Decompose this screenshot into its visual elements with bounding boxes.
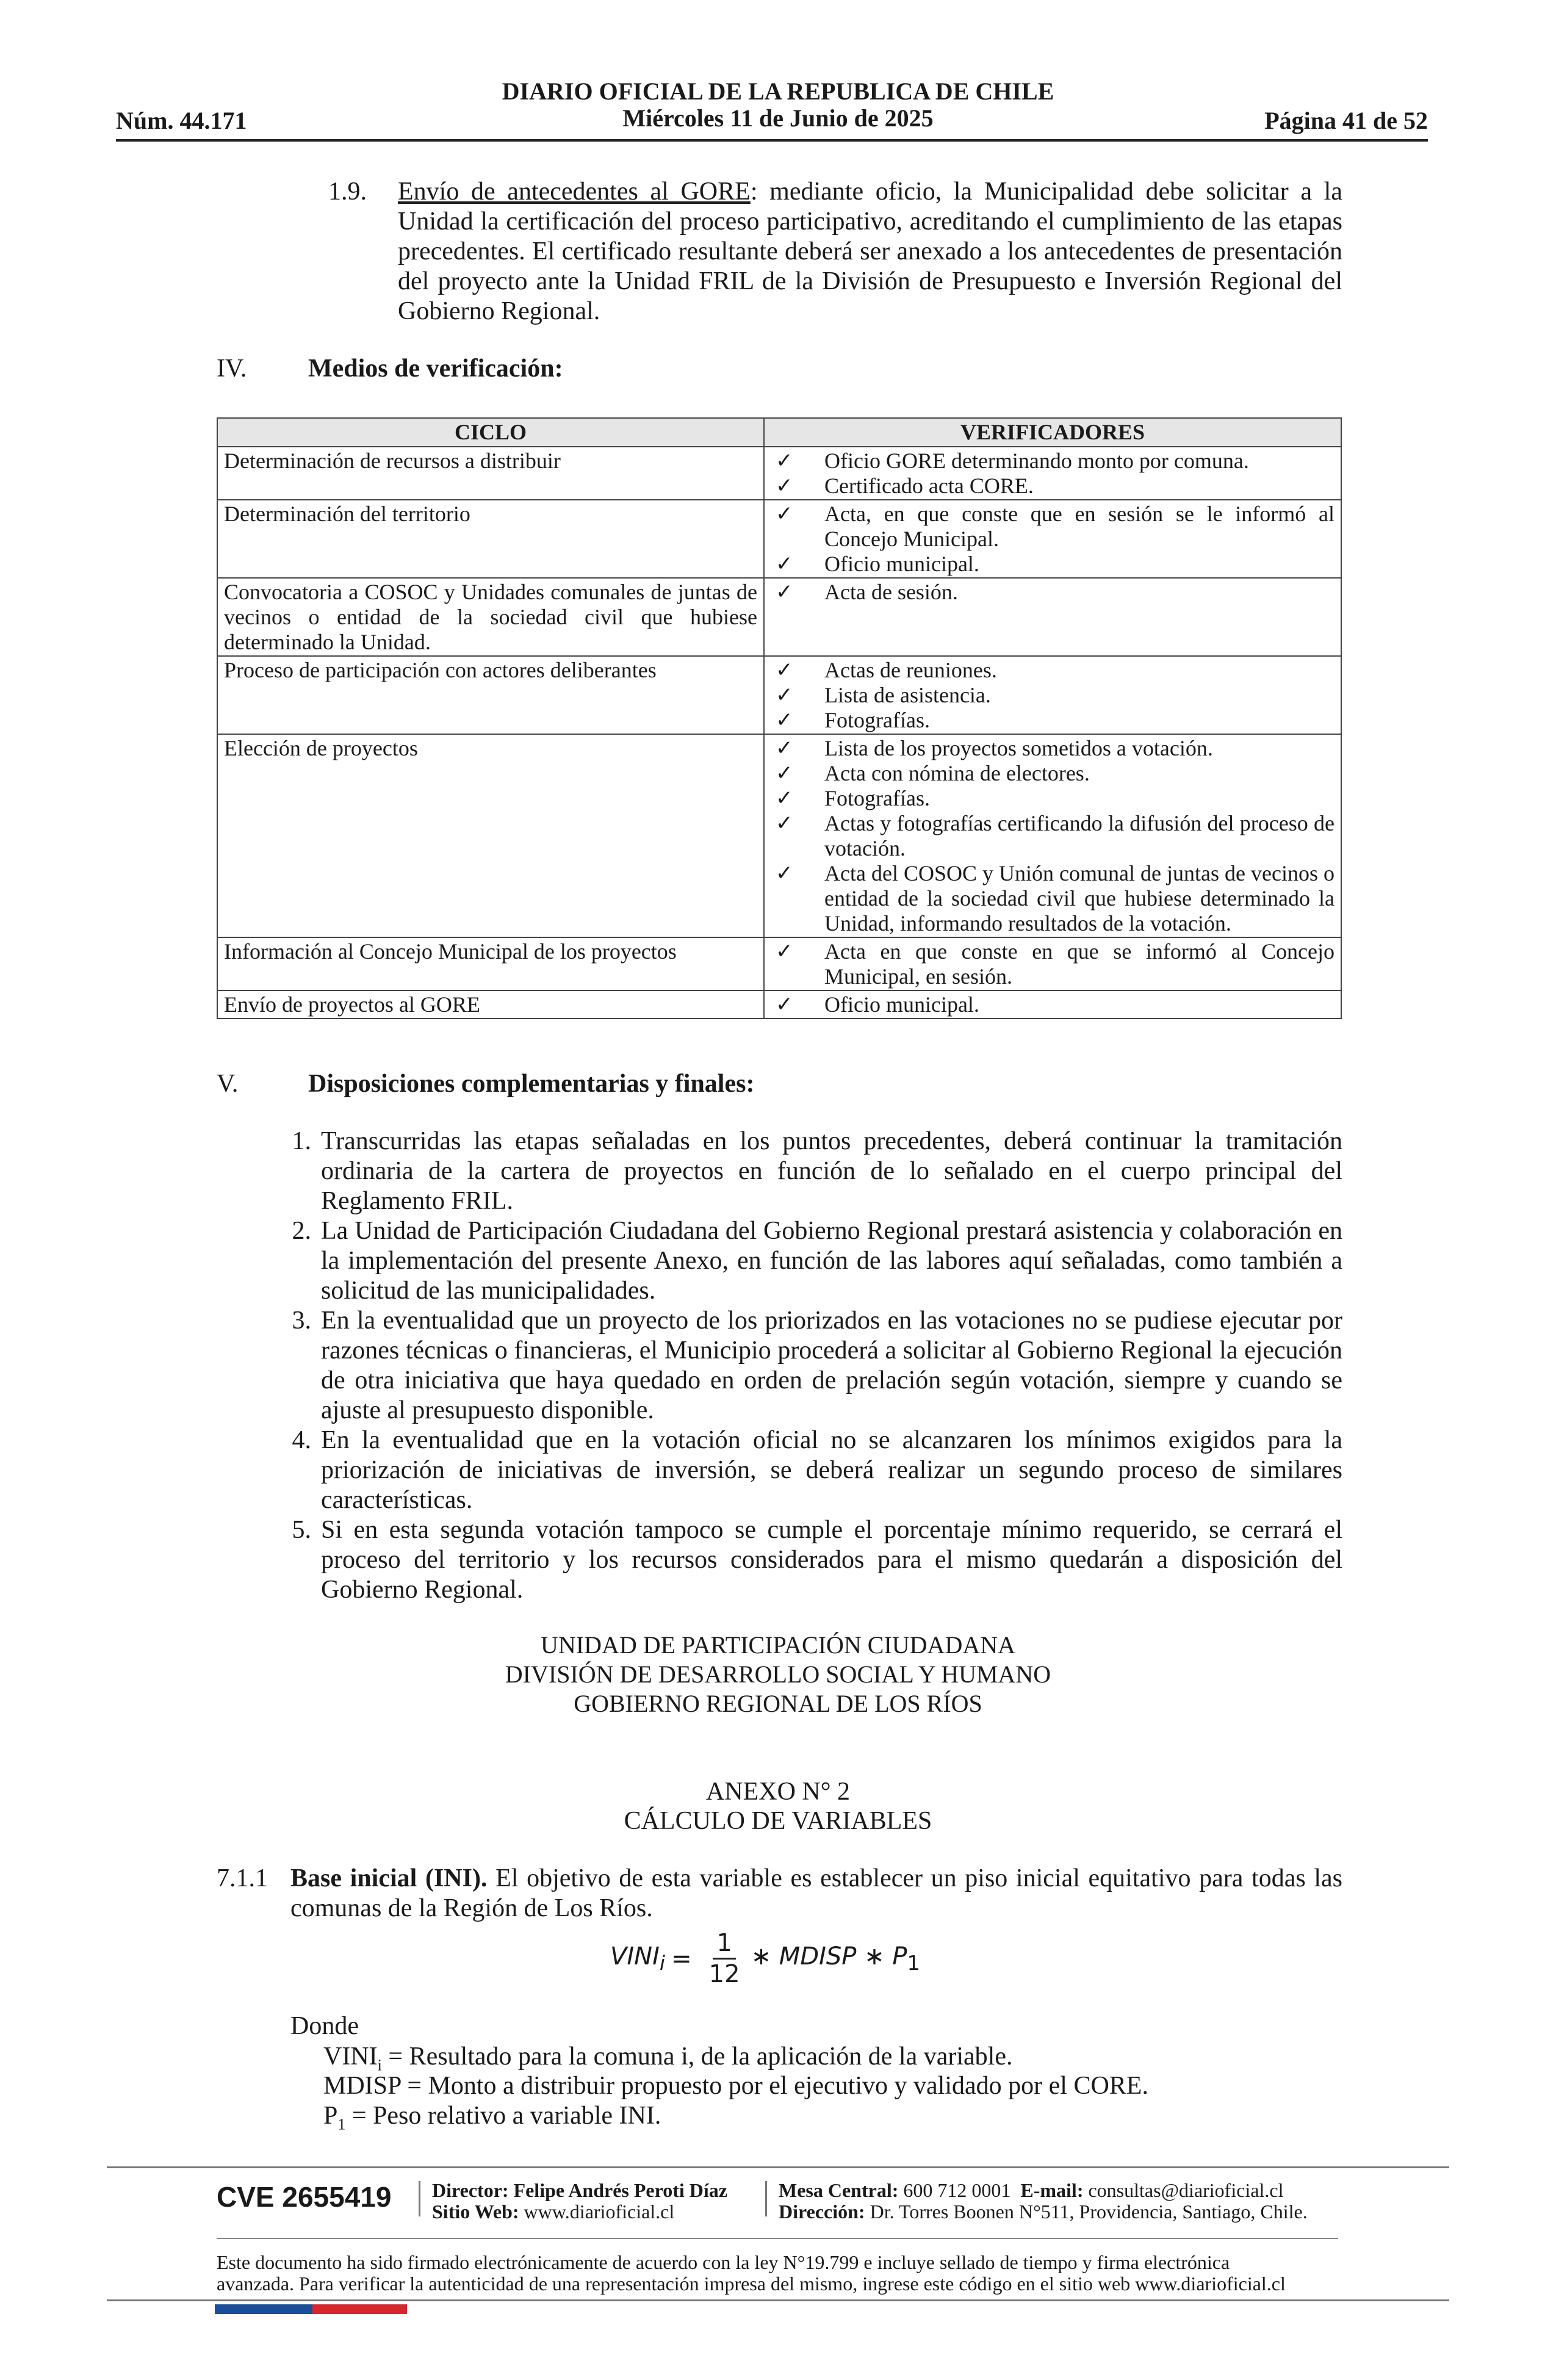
list-item-text: En la eventualidad que en la votación oficial no se alcanzaren los mínimos exigidos para la priorización de iniciativas de inversión, se deberá realizar un segundo proceso de similares características. [321,1426,1342,1514]
table-header-verificadores: VERIFICADORES [764,418,1341,447]
footer-director: Felipe Andrés Peroti Díaz [508,2179,727,2201]
formula-rhs-sub: 1 [907,1951,920,1975]
verificador-item [771,811,1334,861]
list-item-number: 4. [292,1426,311,1454]
checkmark-icon: ✓ [776,502,793,526]
item-1-9-paragraph [398,177,1342,326]
flag-stripe-red [312,2304,407,2314]
section-v-list [268,1127,1342,1605]
list-item-number: 2. [292,1217,311,1245]
item-7-1-1-paragraph [290,1864,1342,1924]
table-cell-ciclo: Envío de proyectos al GORE [217,990,764,1019]
verificador-item [771,736,1334,761]
footer-rule-middle [217,2238,1338,2239]
list-item-text: Si en esta segunda votación tampoco se cumple el porcentaje mínimo requerido, se cerrará el proceso del territorio y los recursos considerados para el mismo quedarán a disposición del Gobierno Regional. [321,1516,1342,1604]
signature-line-2: DIVISIÓN DE DESARROLLO SOCIAL Y HUMANO [505,1661,1051,1688]
list-item-number: 5. [292,1516,311,1544]
list-item [268,1426,1342,1515]
table-cell-verificadores [764,578,1341,656]
verificador-text: Actas de reuniones. [824,658,997,682]
verificador-item [771,992,1334,1017]
table-cell-ciclo: Proceso de participación con actores deliberantes [217,656,764,734]
verificador-item [771,449,1334,474]
item-1-9-text: : mediante oficio, la Municipalidad debe solicitar a la Unidad la certificación del proceso participativo, acreditando el cumplimiento de las etapas precedentes. El certificado resultante deberá ser anexado a los antecedentes de presentación del proyecto ante la Unidad FRIL de la División de Presupuesto e Inversión Regional del Gobierno Regional. [398,178,1342,325]
section-iv-number: IV. [217,355,247,383]
verificador-item [771,939,1334,989]
list-item-text: En la eventualidad que un proyecto de los priorizados en las votaciones no se pudiese ejecutar por razones técnicas o financieras, el Municipio procederá a solicitar al Gobierno Regional la ejecución de otra iniciativa que haya quedado en orden de prelación según votación, siempre y cuando se ajuste al presupuesto disponible. [321,1307,1342,1424]
table-row [217,937,1341,990]
footer-web-label: Sitio Web: [432,2201,519,2223]
flag-stripe-blue [215,2304,312,2314]
checkmark-icon: ✓ [776,786,793,810]
checkmark-icon: ✓ [776,708,793,732]
checkmark-icon: ✓ [776,861,793,885]
table-cell-ciclo: Determinación de recursos a distribuir [217,447,764,500]
verificador-text: Lista de los proyectos sometidos a votación. [824,736,1213,760]
table-row [217,990,1341,1019]
item-1-9-title: Envío de antecedentes al GORE [398,178,751,206]
verificador-item [771,474,1334,499]
header-page: Página 41 de 52 [1264,107,1428,134]
table-cell-verificadores [764,990,1341,1019]
footer-rule-top [107,2166,1449,2168]
footer-director-block [432,2180,727,2223]
table-cell-ciclo: Convocatoria a COSOC y Unidades comunales de juntas de vecinos o entidad de la sociedad civil que hubiese determinado la Unidad. [217,578,764,656]
formula-equals: = [671,1944,692,1973]
formula-numerator: 1 [713,1928,735,1960]
verification-table [217,417,1342,1019]
table-row [217,500,1341,578]
table-header-ciclo: CICLO [217,418,764,447]
checkmark-icon: ✓ [776,992,793,1017]
formula-denominator: 12 [708,1960,740,1988]
table-cell-verificadores [764,937,1341,990]
donde-def-1: $VINI_i$ = Resultado para la comuna i, de la aplicación de la variable. [323,2043,1013,2074]
checkmark-icon: ✓ [776,580,793,604]
verificador-item [771,658,1334,683]
annex-heading [0,1777,1556,1836]
verificador-item [771,761,1334,786]
footer-mesa: 600 712 0001 [898,2179,1011,2201]
annex-title: ANEXO N° 2 [705,1778,851,1806]
checkmark-icon: ✓ [776,939,793,964]
table-cell-ciclo: Determinación del territorio [217,500,764,578]
list-item-number: 1. [292,1127,311,1155]
section-v-title: Disposiciones complementarias y finales: [308,1070,755,1098]
list-item [268,1216,1342,1306]
table-row [217,447,1341,500]
item-7-1-1-title: Base inicial (INI). [290,1864,488,1892]
checkmark-icon: ✓ [776,474,793,498]
table-cell-verificadores [764,447,1341,500]
formula-lhs: $VINI_i$ [610,1942,666,1975]
table-cell-verificadores [764,500,1341,578]
donde-def-1-sub: i [377,2056,382,2074]
donde-def-3: $P_1$ = Peso relativo a variable INI. [323,2102,661,2133]
list-item [268,1515,1342,1605]
verificador-item [771,502,1334,552]
donde-label: Donde [290,2012,359,2040]
table-row [217,578,1341,656]
item-1-9-number: 1.9. [328,178,367,206]
annex-subtitle: CÁLCULO DE VARIABLES [624,1807,932,1835]
verificador-text: Certificado acta CORE. [824,474,1034,498]
footer-director-label: Director: [432,2179,509,2201]
signature-line-3: GOBIERNO REGIONAL DE LOS RÍOS [574,1690,982,1717]
verificador-text: Acta, en que conste que en sesión se le informó al Concejo Municipal. [824,502,1334,551]
header-number: Núm. 44.171 [116,107,247,134]
footer-rule-bottom [107,2299,1449,2301]
list-item-text: Transcurridas las etapas señaladas en los puntos precedentes, deberá continuar la tramitación ordinaria de la cartera de proyectos en función de lo señalado en el cuerpo principal del Reglamento FRIL. [321,1127,1342,1215]
table-header-row [217,418,1341,447]
checkmark-icon: ✓ [776,552,793,576]
footer-cve: CVE 2655419 [217,2181,392,2213]
verificador-item [771,708,1334,733]
verificador-text: Acta con nómina de electores. [824,761,1090,785]
checkmark-icon: ✓ [776,449,793,473]
footer-note-line-2: avanzada. Para verificar la autenticidad de una representación impresa del mismo, ingrese este código en el sitio web www.diarioficial.cl [217,2273,1286,2295]
checkmark-icon: ✓ [776,736,793,760]
checkmark-icon: ✓ [776,811,793,835]
footer-web-link[interactable]: www.diarioficial.cl [519,2201,675,2223]
footer-separator-1 [419,2181,420,2216]
table-body [217,447,1341,1019]
header-rule [116,139,1428,142]
formula-vini [610,1928,920,1989]
donde-def-3-sub: 1 [337,2115,346,2133]
verificador-item [771,786,1334,811]
verificador-text: Fotografías. [824,786,930,810]
formula-fraction [705,1928,744,1989]
donde-def-2: MDISP = Monto a distribuir propuesto por el ejecutivo y validado por el CORE. [323,2072,1148,2100]
formula-rhs: ∗ MDISP ∗ $P_1$ [751,1942,920,1975]
footer-separator-2 [765,2181,767,2216]
verificador-item [771,580,1334,605]
list-item-text: La Unidad de Participación Ciudadana del Gobierno Regional prestará asistencia y colaboración en la implementación del presente Anexo, en función de las labores aquí señaladas, como también a solicitud de las municipalidades. [321,1217,1342,1305]
table-cell-ciclo: Información al Concejo Municipal de los proyectos [217,937,764,990]
verificador-text: Oficio GORE determinando monto por comuna. [824,449,1249,473]
checkmark-icon: ✓ [776,761,793,785]
footer-dir: Dr. Torres Boonen N°511, Providencia, Santiago, Chile. [865,2201,1308,2223]
item-7-1-1-number: 7.1.1 [217,1864,268,1892]
footer-note-line-1: Este documento ha sido firmado electrónicamente de acuerdo con la ley N°19.799 e incluye sellado de tiempo y firma electrónica [217,2251,1230,2273]
checkmark-icon: ✓ [776,683,793,707]
footer-note [217,2252,1345,2295]
footer-contact-block [779,2180,1308,2223]
verificador-item [771,552,1334,577]
list-item [268,1306,1342,1426]
section-v-number: V. [217,1070,239,1098]
list-item-number: 3. [292,1307,311,1335]
verificador-text: Oficio municipal. [824,552,979,576]
footer-email-label: E-mail: [1020,2179,1084,2201]
verificador-text: Acta en que conste en que se informó al Concejo Municipal, en sesión. [824,939,1334,989]
table-row [217,656,1341,734]
checkmark-icon: ✓ [776,658,793,682]
verificador-item [771,861,1334,936]
footer-mesa-label: Mesa Central: [779,2179,899,2201]
verificador-text: Actas y fotografías certificando la difusión del proceso de votación. [824,811,1334,860]
list-item [268,1127,1342,1216]
header-publication: DIARIO OFICIAL DE LA REPUBLICA DE CHILE [502,78,1054,105]
verificador-text: Fotografías. [824,708,930,732]
footer-dir-label: Dirección: [779,2201,865,2223]
signature-block [0,1631,1556,1718]
header-date: Miércoles 11 de Junio de 2025 [622,104,934,132]
verificador-text: Lista de asistencia. [824,683,991,707]
verificador-text: Acta del COSOC y Unión comunal de juntas de vecinos o entidad de la sociedad civil que hubiese determinado la Unidad, informando resultados de la votación. [824,861,1334,936]
table-cell-verificadores [764,734,1341,937]
footer-email-link[interactable]: consultas@diarioficial.cl [1083,2179,1284,2201]
formula-lhs-sub: i [659,1951,666,1975]
verificador-text: Acta de sesión. [824,580,958,604]
item-7-1-1-text: El objetivo de esta variable es establecer un piso inicial equitativo para todas las comunas de la Región de Los Ríos. [290,1864,1342,1922]
table-cell-verificadores [764,656,1341,734]
table-cell-ciclo: Elección de proyectos [217,734,764,937]
signature-line-1: UNIDAD DE PARTICIPACIÓN CIUDADANA [540,1631,1015,1659]
section-iv-title: Medios de verificación: [308,355,563,383]
verificador-item [771,683,1334,708]
verificador-text: Oficio municipal. [824,992,979,1017]
table-row [217,734,1341,937]
